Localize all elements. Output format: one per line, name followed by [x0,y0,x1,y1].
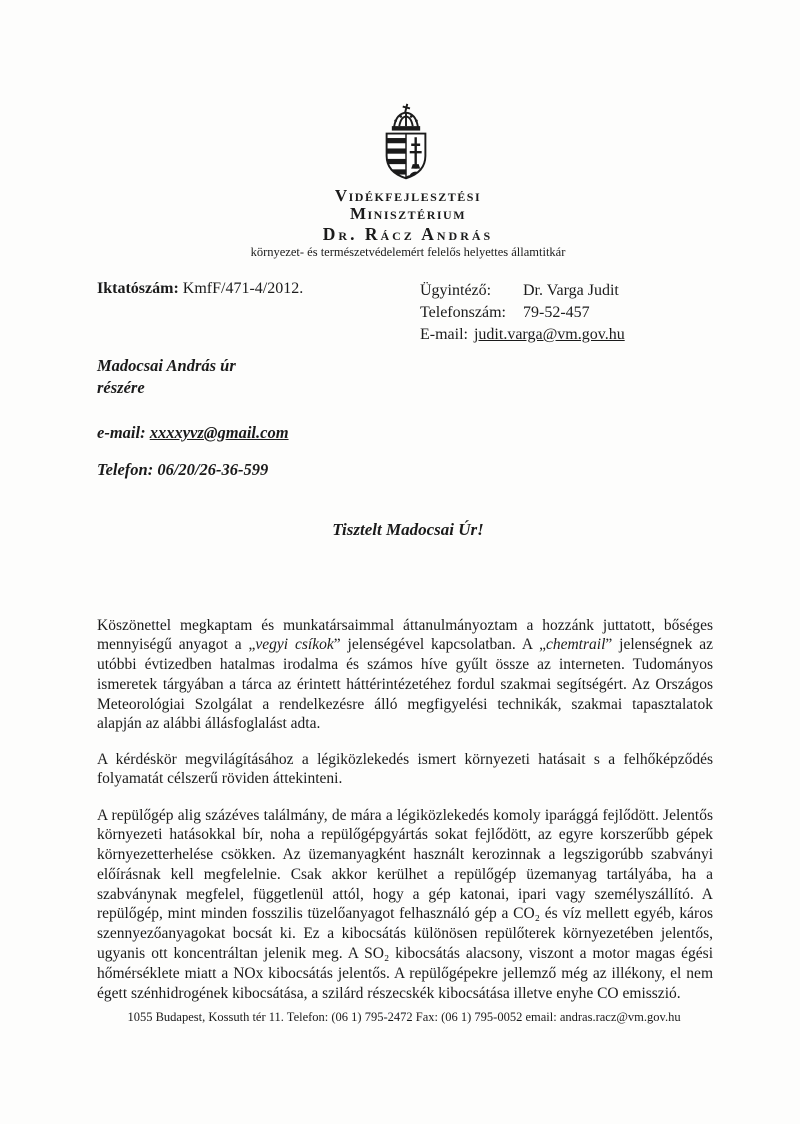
case-handler-row [420,280,625,302]
letterhead [4,187,800,259]
official-name: Dr. Rácz András [322,224,494,244]
body-paragraph-3: A repülőgép alig százéves találmány, de mára a légiközlekedés komoly iparággá fejlődött. Jelentős környezeti hatásokkal bír, noha a repülőgépgyártás sokat fejlődött, az egyre korszerűbb gépek környezetterhelése csökken. Az üzemanyagként használt kerozinnak a legszigorúbb szabványi előírásnak kell megfelelnie. Csak akkor kerülhet a repülőgép üzemanyag tartályába, ha a szabványnak megfelel, függetlenül attól, hogy a gép katonai, ipari vagy személyszállító. A repülőgép, mint minden fosszilis tüzelőanyagot felhasználó gép a CO₂ és víz mellett egyéb, káros szennyezőanyagokat bocsát ki. Ez a kibocsátás különösen repülőterek környezetében jelentős, ugyanis ott koncentráltan jelenik meg. A SO₂ kibocsátás alacsony, viszont a motor magas égési hőmérséklete miatt a NOx kibocsátás jelentős. A repülőgépekre jellemző még az illékony, el nem égett szénhidrogének kibocsátása, a szilárd részecskék kibocsátása illetve enyhe CO emisszió. [97,806,713,1002]
email-label: E-mail: [420,326,468,343]
official-title: környezet- és természetvédelemért felelős helyettes államtitkár [250,245,566,259]
ministry-name-line1: Vidékfejlesztési [334,186,482,205]
case-handler-value: Dr. Varga Judit [523,282,619,299]
p1-text-3: ” jelenségnek az utóbbi évtizedben hatalmas irodalma és számos híve gyűlt össze az interneten. Tudományos ismeretek tárgyában a tárca az érintett háttérintézetéhez fordul szakmai segítségért. Az Országos Meteorológiai Szolgálat a rendelkezésre álló megfigyelési technikák, szakmai tapasztalatok alapján az alábbi állásfoglalást adta. [97,636,713,733]
hungarian-coat-of-arms-icon [377,103,435,185]
recipient-line2: részére [97,378,145,397]
recipient-email-row [97,422,289,444]
sender-email-address: judit.varga@vm.gov.hu [473,326,625,343]
contact-block [420,280,625,346]
term-vegyi-csikok: vegyi csíkok [255,636,334,654]
phone-label: Telefonszám: [420,304,506,321]
recipient-email-address: xxxxyvz@gmail.com [149,423,289,442]
phone-row [420,302,625,324]
recipient-phone: Telefon: 06/20/26-36-599 [97,460,269,479]
footer-address-line: 1055 Budapest, Kossuth tér 11. Telefon: (06 1) 795-2472 Fax: (06 1) 795-0052 email: andras.racz@vm.gov.hu [127,1010,681,1024]
reference-number-value: KmfF/471-4/2012. [182,280,304,297]
p1-text-1: Köszönettel megkaptam és munkatársaimmal áttanulmányoztam a hozzánk juttatott, bőséges mennyiségű anyagot a „ [97,616,713,654]
recipient-name: Madocsai András úr [97,356,236,375]
ministry-name-line2: Minisztérium [349,203,467,223]
p1-text-2: ” jelenségével kapcsolatban. A „ [333,636,546,654]
salutation: Tisztelt Madocsai Úr! [332,520,484,539]
reference-number-row [97,280,303,298]
case-handler-label: Ügyintéző: [420,282,492,299]
body-paragraph-1 [97,616,713,735]
reference-number-label: Iktatószám: [97,280,179,297]
recipient-block [97,355,289,481]
body-paragraph-2: A kérdéskör megvilágításához a légiközlekedés ismert környezeti hatásait s a felhőképződés folyamatát célszerű röviden áttekinteni. [97,750,713,788]
phone-value: 79-52-457 [523,304,590,321]
term-chemtrail: chemtrail [545,636,606,654]
recipient-email-label: e-mail: [97,423,146,442]
email-row [420,324,625,346]
